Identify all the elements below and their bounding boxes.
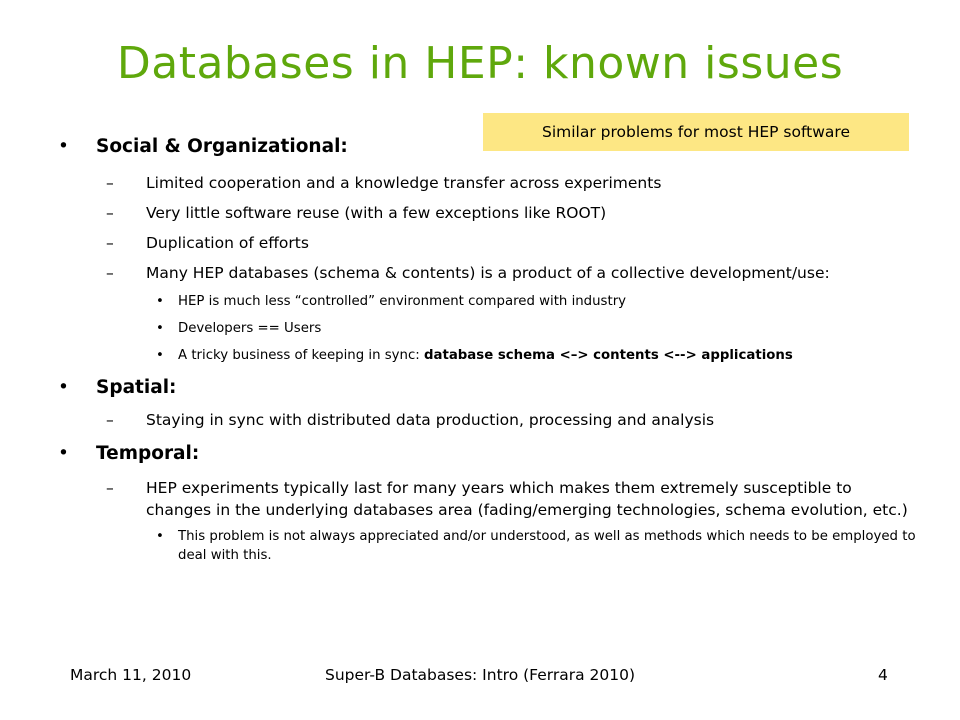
slide-content <box>58 130 918 565</box>
dash-icon: – <box>106 264 114 282</box>
footer-presentation-title: Super-B Databases: Intro (Ferrara 2010) <box>324 666 636 684</box>
list-item-text: Staying in sync with distributed data production, processing and analysis <box>146 411 715 429</box>
list-item <box>58 232 918 254</box>
dash-icon: – <box>106 204 114 222</box>
slide-title: Databases in HEP: known issues <box>116 38 844 89</box>
dash-icon: – <box>106 174 114 192</box>
bullet-icon: • <box>156 529 164 544</box>
dash-icon: – <box>106 234 114 252</box>
sync-applications: applications <box>701 348 793 363</box>
bullet-icon: • <box>58 136 69 157</box>
list-item <box>58 409 918 431</box>
dash-icon: – <box>106 411 114 429</box>
bullet-icon: • <box>58 443 69 464</box>
sync-contents: contents <box>593 348 659 363</box>
sync-schema: database schema <box>423 348 555 363</box>
sync-arrow: <--> <box>658 348 702 363</box>
list-item <box>58 172 918 194</box>
footer-date: March 11, 2010 <box>70 666 192 684</box>
list-item-text: Many HEP databases (schema & contents) is a product of a collective development/use: <box>146 264 830 282</box>
sub-list-item <box>58 527 918 565</box>
bullet-icon: • <box>156 348 164 363</box>
sub-list-item <box>58 292 918 311</box>
section-heading-text: Spatial: <box>96 377 177 398</box>
section-temporal-heading <box>58 441 918 467</box>
list-item <box>58 262 918 284</box>
callout-note: Similar problems for most HEP software <box>483 113 909 151</box>
section-heading-text: Temporal: <box>96 443 200 464</box>
page-number: 4 <box>878 666 888 684</box>
sub-list-item-text: Developers == Users <box>178 321 322 336</box>
section-social-heading <box>58 134 918 160</box>
list-item-text: Limited cooperation and a knowledge transfer across experiments <box>146 174 662 192</box>
bullet-icon: • <box>58 377 69 398</box>
section-heading-text: Social & Organizational: <box>96 136 348 157</box>
list-item-text: Very little software reuse (with a few exceptions like ROOT) <box>146 204 607 222</box>
sub-list-item-sync <box>58 346 918 365</box>
sub-list-item <box>58 319 918 338</box>
list-item-text: HEP experiments typically last for many years which makes them extremely susceptible to changes in the underlying databases area (fading/emerging technologies, schema evolution, etc.) <box>146 479 908 519</box>
bullet-icon: • <box>156 321 164 336</box>
list-item-text: Duplication of efforts <box>146 234 309 252</box>
list-item <box>58 202 918 224</box>
bullet-icon: • <box>156 294 164 309</box>
sub-list-item-text: HEP is much less “controlled” environment compared with industry <box>178 294 627 309</box>
section-spatial-heading <box>58 375 918 401</box>
sync-prefix: A tricky business of keeping in sync: <box>178 348 424 363</box>
sync-arrow: <–> <box>554 348 594 363</box>
list-item <box>58 477 918 521</box>
sub-list-item-text: This problem is not always appreciated and/or understood, as well as methods which needs to be employed to deal with this. <box>178 529 916 563</box>
dash-icon: – <box>106 479 114 497</box>
